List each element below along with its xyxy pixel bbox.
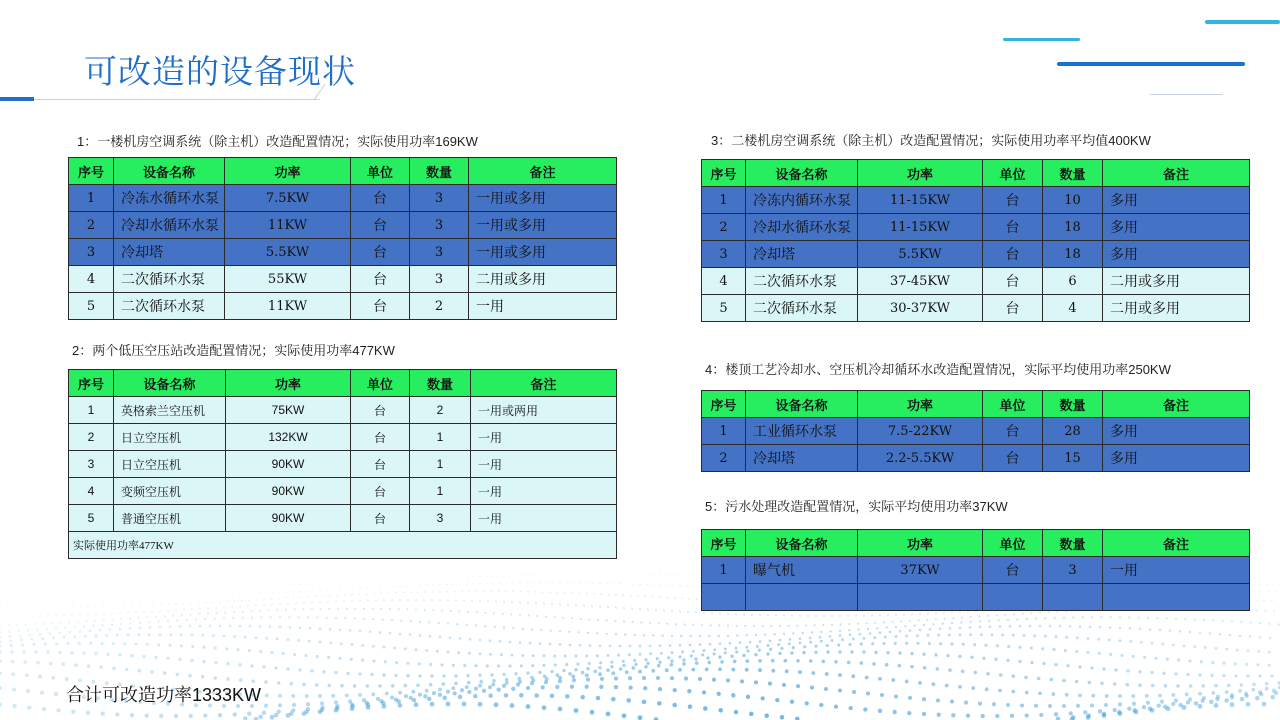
table-row: [69, 239, 617, 266]
cell: 二用或多用: [1103, 268, 1250, 295]
col-no: 序号: [702, 160, 746, 187]
table-row: [69, 505, 617, 532]
cell: 90KW: [226, 478, 351, 505]
cell: 台: [983, 214, 1043, 241]
cell: 37KW: [858, 557, 983, 584]
cell: 1: [410, 478, 471, 505]
cell: 多用: [1103, 445, 1250, 472]
cell: 4: [69, 478, 114, 505]
cell: 5: [702, 295, 746, 322]
cell: 11-15KW: [858, 187, 983, 214]
cell: 二次循环水泵: [114, 266, 225, 293]
col-unit: 单位: [351, 158, 410, 185]
table1: [68, 157, 617, 320]
cell: 台: [983, 187, 1043, 214]
cell: 4: [702, 268, 746, 295]
table-row: [69, 397, 617, 424]
cell: 4: [1043, 295, 1103, 322]
col-qty: 数量: [410, 158, 469, 185]
table3: [701, 159, 1250, 322]
cell: 冷却水循环水泵: [746, 214, 858, 241]
cell: 台: [351, 212, 410, 239]
cell: [983, 584, 1043, 611]
col-name: 设备名称: [746, 530, 858, 557]
title-accent-bar: [0, 97, 34, 101]
col-power: 功率: [858, 391, 983, 418]
cell: 台: [983, 418, 1043, 445]
cell: 18: [1043, 214, 1103, 241]
cell: 台: [983, 268, 1043, 295]
cell: 5.5KW: [225, 239, 351, 266]
cell: 冷却塔: [746, 241, 858, 268]
cell: 台: [351, 478, 410, 505]
col-qty: 数量: [1043, 530, 1103, 557]
cell: 台: [351, 293, 410, 320]
cell: 7.5KW: [225, 185, 351, 212]
cell: 台: [351, 397, 410, 424]
cell: 2.2-5.5KW: [858, 445, 983, 472]
cell: [858, 584, 983, 611]
cell: 90KW: [226, 505, 351, 532]
col-note: 备注: [469, 158, 617, 185]
summary-cell: 实际使用功率477KW: [69, 532, 617, 559]
cell: 冷却塔: [746, 445, 858, 472]
cell: 3: [702, 241, 746, 268]
col-power: 功率: [225, 158, 351, 185]
decor-line-2: [1003, 38, 1080, 41]
cell: 多用: [1103, 241, 1250, 268]
cell: 二用或多用: [1103, 295, 1250, 322]
cell: 15: [1043, 445, 1103, 472]
cell: 二次循环水泵: [114, 293, 225, 320]
cell: 55KW: [225, 266, 351, 293]
col-unit: 单位: [983, 530, 1043, 557]
cell: 台: [351, 505, 410, 532]
cell: 3: [410, 185, 469, 212]
cell: 一用: [471, 424, 617, 451]
table1-header: [69, 158, 617, 185]
table2-header: [69, 370, 617, 397]
cell: 3: [410, 266, 469, 293]
cell: 3: [410, 505, 471, 532]
decor-line-3: [1057, 62, 1245, 66]
cell: 132KW: [226, 424, 351, 451]
cell: [746, 584, 858, 611]
cell: 11-15KW: [858, 214, 983, 241]
col-unit: 单位: [983, 160, 1043, 187]
col-note: 备注: [1103, 530, 1250, 557]
col-power: 功率: [226, 370, 351, 397]
cell: 一用或多用: [469, 239, 617, 266]
cell: 普通空压机: [114, 505, 226, 532]
table-row: [702, 445, 1250, 472]
cell: 2: [410, 293, 469, 320]
table-row: [69, 266, 617, 293]
table-row: [702, 268, 1250, 295]
cell: 5: [69, 293, 114, 320]
col-power: 功率: [858, 160, 983, 187]
page-title: 可改造的设备现状: [84, 53, 356, 90]
cell: 多用: [1103, 187, 1250, 214]
table4: [701, 390, 1250, 472]
cell: 1: [410, 424, 471, 451]
cell: 多用: [1103, 418, 1250, 445]
table3-caption: 3：二楼机房空调系统（除主机）改造配置情况；实际使用功率平均值400KW: [711, 133, 1151, 148]
cell: [1103, 584, 1250, 611]
cell: 一用或多用: [469, 185, 617, 212]
col-qty: 数量: [1043, 391, 1103, 418]
cell: 英格索兰空压机: [114, 397, 226, 424]
cell: 3: [69, 451, 114, 478]
cell: 多用: [1103, 214, 1250, 241]
col-name: 设备名称: [746, 391, 858, 418]
cell: 18: [1043, 241, 1103, 268]
col-unit: 单位: [983, 391, 1043, 418]
cell: 3: [69, 239, 114, 266]
table-row: [69, 478, 617, 505]
col-no: 序号: [69, 370, 114, 397]
table-row: [69, 212, 617, 239]
cell: 台: [983, 557, 1043, 584]
col-qty: 数量: [410, 370, 471, 397]
cell: 二用或多用: [469, 266, 617, 293]
cell: 台: [351, 424, 410, 451]
cell: 1: [410, 451, 471, 478]
col-name: 设备名称: [114, 158, 225, 185]
table-row: [702, 241, 1250, 268]
cell: 一用: [471, 451, 617, 478]
cell: 日立空压机: [114, 451, 226, 478]
table2-caption: 2：两个低压空压站改造配置情况；实际使用功率477KW: [72, 343, 395, 358]
decor-line-1: [1205, 20, 1280, 24]
cell: 30-37KW: [858, 295, 983, 322]
table4-header: [702, 391, 1250, 418]
cell: 1: [69, 397, 114, 424]
cell: 冷却水循环水泵: [114, 212, 225, 239]
decor-line-4: [1150, 94, 1223, 95]
col-power: 功率: [858, 530, 983, 557]
cell: 台: [983, 241, 1043, 268]
col-no: 序号: [702, 530, 746, 557]
cell: 37-45KW: [858, 268, 983, 295]
table-row: [69, 185, 617, 212]
cell: 台: [351, 451, 410, 478]
cell: 一用: [471, 478, 617, 505]
cell: 7.5-22KW: [858, 418, 983, 445]
cell: 一用或多用: [469, 212, 617, 239]
col-note: 备注: [1103, 160, 1250, 187]
cell: 2: [702, 445, 746, 472]
cell: 二次循环水泵: [746, 295, 858, 322]
title-underline: [0, 99, 320, 100]
cell: 11KW: [225, 212, 351, 239]
cell: 75KW: [226, 397, 351, 424]
table4-caption: 4：楼顶工艺冷却水、空压机冷却循环水改造配置情况，实际平均使用功率250KW: [705, 362, 1171, 377]
table-row: [69, 424, 617, 451]
table-row: [702, 214, 1250, 241]
cell: 冷却塔: [114, 239, 225, 266]
col-note: 备注: [1103, 391, 1250, 418]
table-row: [69, 451, 617, 478]
cell: 90KW: [226, 451, 351, 478]
cell: 台: [351, 239, 410, 266]
cell: 一用: [469, 293, 617, 320]
cell: 11KW: [225, 293, 351, 320]
cell: 台: [983, 295, 1043, 322]
col-no: 序号: [69, 158, 114, 185]
cell: [1043, 584, 1103, 611]
cell: 一用或两用: [471, 397, 617, 424]
table5-header: [702, 530, 1250, 557]
cell: 二次循环水泵: [746, 268, 858, 295]
col-name: 设备名称: [114, 370, 226, 397]
table-row: [702, 418, 1250, 445]
table-row: [69, 293, 617, 320]
cell: 一用: [471, 505, 617, 532]
cell: 28: [1043, 418, 1103, 445]
cell: 1: [69, 185, 114, 212]
cell: 台: [351, 185, 410, 212]
cell: 2: [69, 424, 114, 451]
total-power-text: 合计可改造功率1333KW: [66, 685, 262, 705]
cell: 4: [69, 266, 114, 293]
table-row: [702, 584, 1250, 611]
cell: 3: [410, 212, 469, 239]
table3-header: [702, 160, 1250, 187]
col-no: 序号: [702, 391, 746, 418]
cell: 冷冻内循环水泵: [746, 187, 858, 214]
cell: 5.5KW: [858, 241, 983, 268]
col-qty: 数量: [1043, 160, 1103, 187]
table5: [701, 529, 1250, 611]
table5-caption: 5：污水处理改造配置情况，实际平均使用功率37KW: [705, 499, 1008, 514]
table-row: [702, 557, 1250, 584]
cell: 台: [983, 445, 1043, 472]
cell: 3: [410, 239, 469, 266]
cell: 5: [69, 505, 114, 532]
cell: 1: [702, 557, 746, 584]
cell: 曝气机: [746, 557, 858, 584]
table1-caption: 1：一楼机房空调系统（除主机）改造配置情况；实际使用功率169KW: [77, 134, 478, 149]
table-row: [702, 187, 1250, 214]
cell: 1: [702, 187, 746, 214]
table2: [68, 369, 617, 559]
cell: 台: [351, 266, 410, 293]
cell: [702, 584, 746, 611]
table-row: [702, 295, 1250, 322]
col-unit: 单位: [351, 370, 410, 397]
cell: 10: [1043, 187, 1103, 214]
cell: 2: [702, 214, 746, 241]
cell: 6: [1043, 268, 1103, 295]
cell: 1: [702, 418, 746, 445]
cell: 一用: [1103, 557, 1250, 584]
cell: 2: [69, 212, 114, 239]
cell: 日立空压机: [114, 424, 226, 451]
col-name: 设备名称: [746, 160, 858, 187]
cell: 冷冻水循环水泵: [114, 185, 225, 212]
cell: 3: [1043, 557, 1103, 584]
col-note: 备注: [471, 370, 617, 397]
table-row-summary: [69, 532, 617, 559]
cell: 2: [410, 397, 471, 424]
cell: 变频空压机: [114, 478, 226, 505]
cell: 工业循环水泵: [746, 418, 858, 445]
